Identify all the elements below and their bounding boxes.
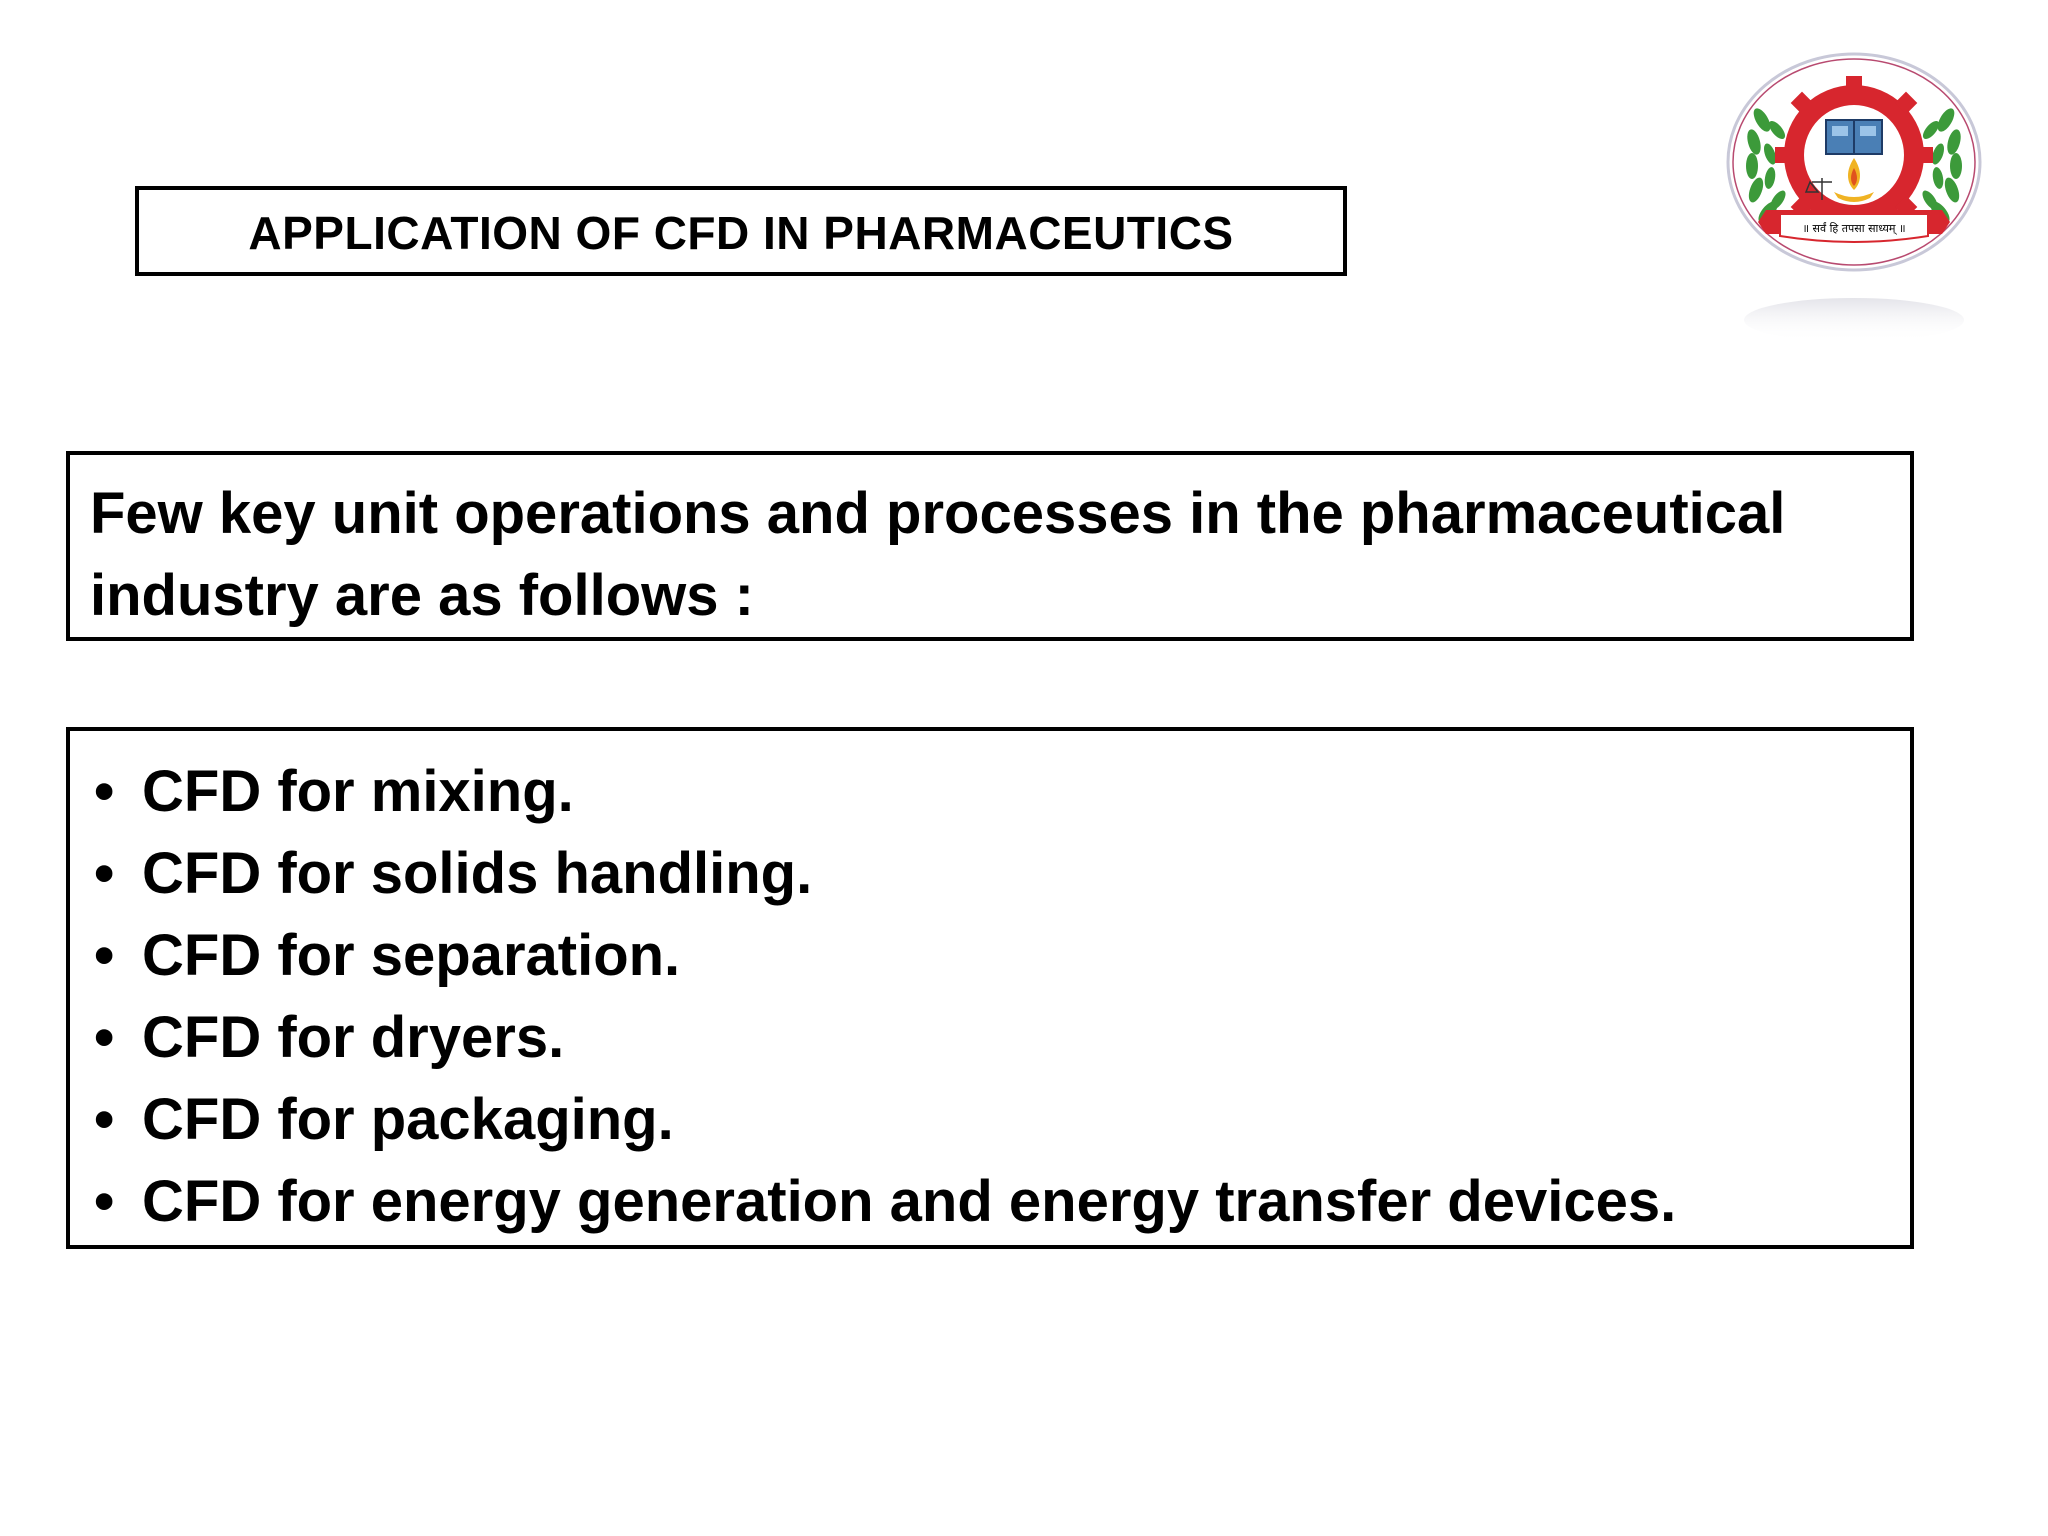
list-item-text: CFD for energy generation and energy transfer devices. [142,1169,1677,1234]
bullet-icon: • [94,759,115,824]
list-item [94,1079,1890,1161]
list-item [94,997,1890,1079]
logo-motto: ॥ सर्वं हि तपसा साध्यम् ॥ [1802,222,1906,235]
bullet-icon: • [94,1169,115,1234]
slide-title: APPLICATION OF CFD IN PHARMACEUTICS [248,207,1234,259]
list-item [94,915,1890,997]
bullet-list [94,751,1890,1243]
bullet-list-box [66,727,1914,1249]
list-item [94,751,1890,833]
intro-text: Few key unit operations and processes in the pharmaceutical industry are as follows : [90,481,1786,628]
intro-box [66,451,1914,641]
list-item-text: CFD for dryers. [142,1005,565,1070]
list-item [94,1161,1890,1243]
list-item-text: CFD for mixing. [142,759,574,824]
bullet-icon: • [94,1005,115,1070]
bullet-icon: • [94,841,115,906]
list-item-text: CFD for separation. [142,923,681,988]
bullet-icon: • [94,923,115,988]
bullet-icon: • [94,1087,115,1152]
college-emblem-logo [1722,50,1986,350]
book-icon [1826,120,1882,154]
list-item-text: CFD for solids handling. [142,841,813,906]
list-item [94,833,1890,915]
list-item-text: CFD for packaging. [142,1087,674,1152]
title-box [135,186,1347,276]
